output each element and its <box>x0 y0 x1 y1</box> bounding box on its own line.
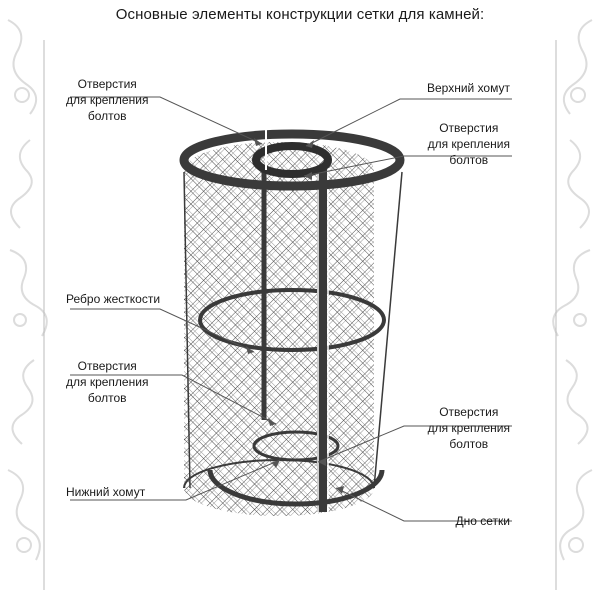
label-line: Нижний хомут <box>66 485 146 499</box>
label-line: Отверстия <box>77 77 137 91</box>
label-line: болтов <box>449 437 489 451</box>
label-line: для крепления <box>66 93 149 107</box>
label-line: Ребро жесткости <box>66 292 161 306</box>
label-line: для крепления <box>66 375 149 389</box>
label-line: Верхний хомут <box>426 81 510 95</box>
label-bolt-holes-top-left <box>66 76 148 124</box>
label-line: для крепления <box>427 421 510 435</box>
label-line: болтов <box>87 109 127 123</box>
diagram-title: Основные элементы конструкции сетки для камней: <box>115 6 485 23</box>
label-bottom-clamp <box>66 484 145 500</box>
label-line: Отверстия <box>439 121 499 135</box>
label-stiffening-rib <box>66 291 160 307</box>
label-bolt-holes-top-right <box>428 120 510 168</box>
label-bolt-holes-mid-left <box>66 358 148 406</box>
label-top-clamp <box>427 80 510 96</box>
label-line: болтов <box>449 153 489 167</box>
label-line: Отверстия <box>439 405 499 419</box>
label-line: для крепления <box>427 137 510 151</box>
label-line: болтов <box>87 391 127 405</box>
label-bolt-holes-bottom-right <box>428 404 510 452</box>
label-line: Отверстия <box>77 359 137 373</box>
label-mesh-bottom <box>456 513 511 529</box>
label-line: Дно сетки <box>455 514 510 528</box>
